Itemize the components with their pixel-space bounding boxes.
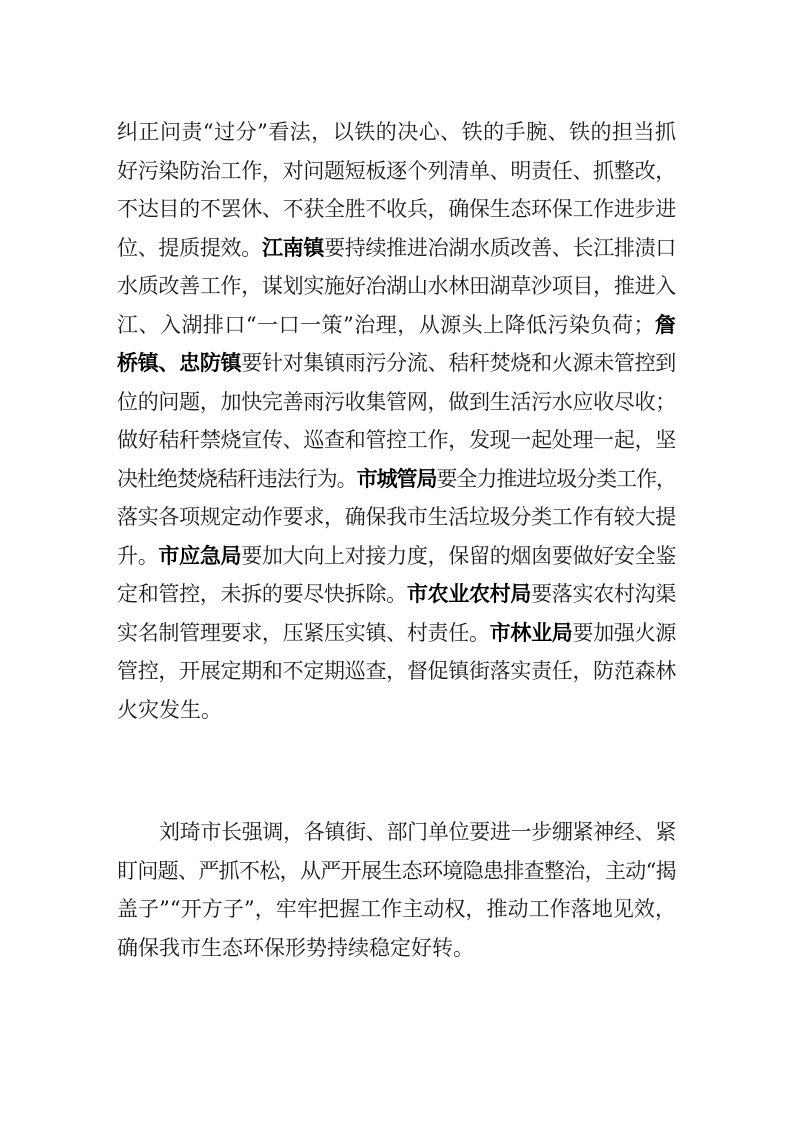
text-run: 好污染防治工作，对问题短板逐个列清单、明责任、抓整改，	[117, 158, 676, 183]
text-line	[117, 933, 474, 963]
text-run: 要全力推进垃圾分类工作，	[436, 466, 677, 491]
bold-org-name: 市城管局	[356, 466, 437, 491]
bold-org-name: 桥镇、忠防镇	[117, 351, 242, 375]
text-run: 水质改善工作，谋划实施好冶湖山水林田湖草沙项目，推进入	[117, 274, 676, 298]
bold-org-name: 江南镇	[261, 235, 325, 260]
text-line	[117, 425, 676, 455]
text-run: 江、入湖排口“一口一策”治理，从源头上降低污染负荷；	[117, 312, 655, 337]
text-line	[117, 894, 676, 924]
text-run: 管控，开展定期和不定期巡查，督促镇街落实责任，防范森林	[117, 659, 676, 683]
text-run: 定和管控，未拆的要尽快拆除。	[117, 582, 407, 606]
text-run: 落实各项规定动作要求，确保我市生活垃圾分类工作有较大提	[117, 505, 676, 529]
text-line	[117, 579, 676, 609]
text-line	[117, 502, 676, 532]
text-line	[117, 233, 676, 263]
text-line	[117, 618, 676, 648]
bold-org-name: 市应急局	[158, 543, 242, 568]
text-run: 纠正问责“过分”看法，以铁的决心、铁的手腕、铁的担当抓	[117, 120, 677, 144]
text-run: 升。	[117, 543, 159, 568]
text-line	[117, 695, 222, 725]
text-line	[117, 856, 676, 886]
text-run: 做好秸秆禁烧宣传、巡查和管控工作，发现一起处理一起，坚	[117, 428, 676, 452]
text-run: 位、提质提效。	[117, 235, 262, 260]
bold-org-name: 市林业局	[489, 620, 573, 645]
text-run: 实名制管理要求，压紧压实镇、村责任。	[117, 620, 490, 645]
text-run: 盖子”“开方子”，牢牢把握工作主动权，推动工作落地见效，	[117, 897, 677, 921]
text-run: 盯问题、严抓不松，从严开展生态环境隐患排查整治，主动“揭	[117, 858, 676, 883]
text-run: 刘琦市长强调，各镇街、部门单位要进一步绷紧神经、紧	[159, 820, 676, 844]
text-run: 不达目的不罢休、不获全胜不收兵，确保生态环保工作进步进	[117, 197, 676, 221]
text-line	[117, 194, 676, 224]
text-line	[117, 541, 676, 571]
text-run: 位的问题，加快完善雨污收集管网，做到生活污水应收尽收；	[117, 389, 676, 414]
text-run: 火灾发生。	[117, 697, 222, 722]
text-line	[117, 464, 676, 494]
text-line	[117, 387, 676, 417]
text-line	[159, 817, 676, 847]
text-line	[117, 310, 676, 340]
bold-org-name: 詹	[655, 312, 677, 337]
text-line	[117, 271, 676, 301]
text-line	[117, 117, 676, 147]
text-run: 确保我市生态环保形势持续稳定好转。	[117, 935, 474, 960]
text-run: 要加强火源	[572, 620, 677, 645]
text-run: 要针对集镇雨污分流、秸秆焚烧和火源未管控到	[241, 351, 677, 375]
text-run: 要持续推进冶湖水质改善、长江排渍口	[324, 235, 677, 260]
text-line	[117, 656, 676, 686]
text-run: 决杜绝焚烧秸秆违法行为。	[117, 466, 357, 491]
bold-org-name: 市农业农村局	[406, 582, 532, 606]
text-run: 要落实农村沟渠	[531, 582, 677, 606]
text-run: 要加大向上对接力度，保留的烟囱要做好安全鉴	[241, 543, 677, 568]
text-line	[117, 156, 676, 186]
text-line	[117, 348, 676, 378]
